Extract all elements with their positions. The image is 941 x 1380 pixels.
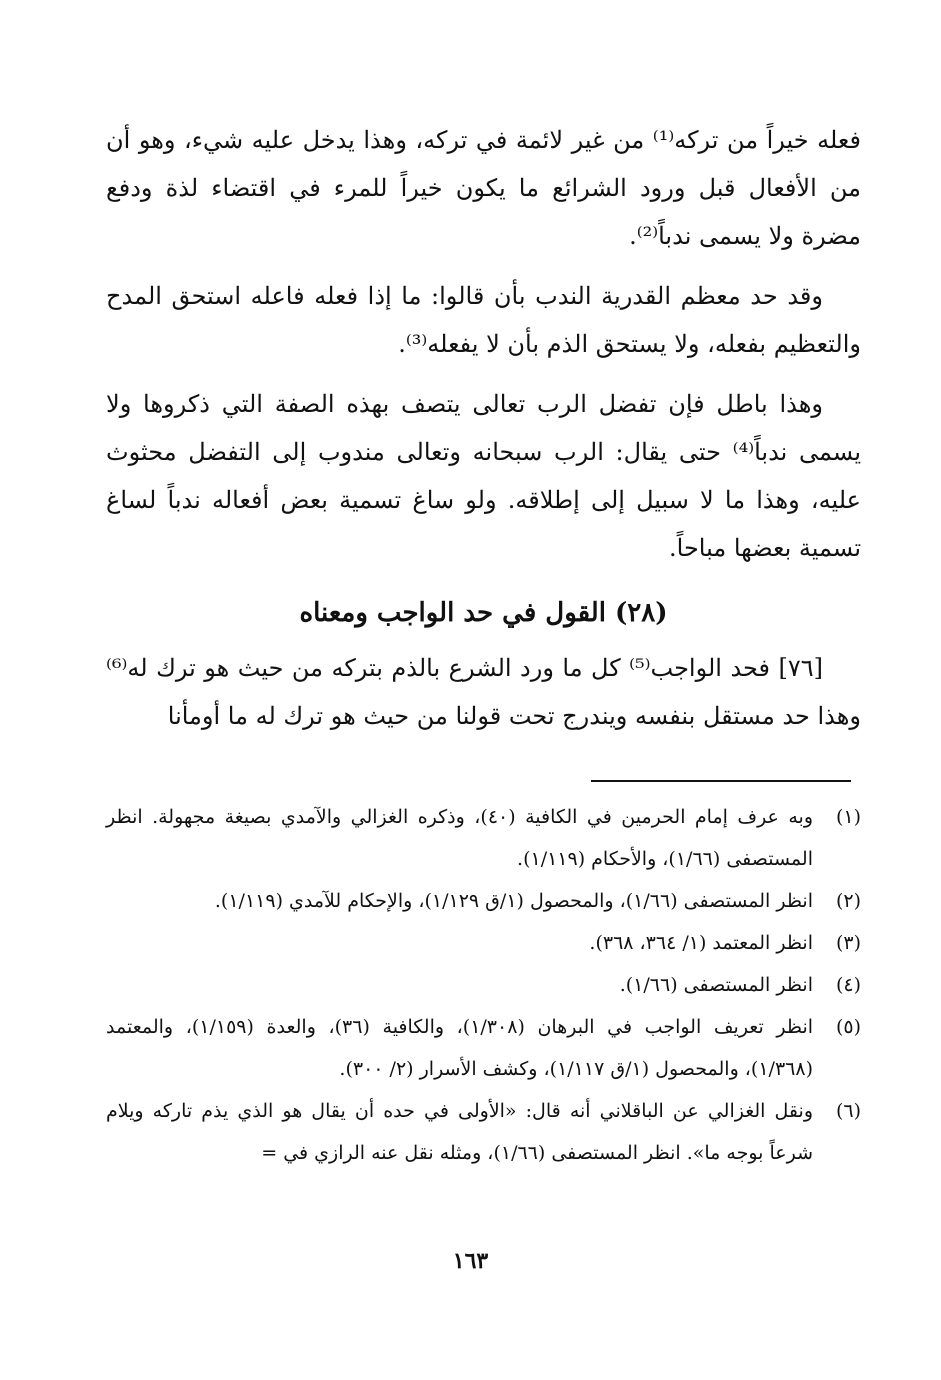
footnotes	[106, 796, 861, 1174]
footnote-text: ونقل الغزالي عن الباقلاني أنه قال: «الأولى في حده أن يقال هو الذي يذم تاركه ويلام شرعاً بوجه ما». انظر المستصفى (١/٦٦)، ومثله نقل عنه الرازي في =	[106, 1100, 813, 1164]
footnote-4	[106, 964, 861, 1006]
footnote-number: (١)	[835, 806, 861, 828]
footnote-number: (٣)	[835, 932, 861, 954]
paragraph-2: وقد حد معظم القدرية الندب بأن قالوا: ما إذا فعله فاعله استحق المدح والتعظيم بفعله، ولا يستحق الذم بأن لا يفعله⁽³⁾.	[106, 282, 861, 358]
footnote-2	[106, 880, 861, 922]
footnote-text: انظر المستصفى (١/٦٦).	[619, 974, 813, 996]
footnote-number: (٢)	[835, 890, 861, 912]
footnote-text: وبه عرف إمام الحرمين في الكافية (٤٠)، وذكره الغزالي والآمدي بصيغة مجهولة. انظر المستصفى (١/٦٦)، والأحكام (١/١١٩).	[106, 806, 813, 870]
footnote-number: (٦)	[835, 1100, 861, 1122]
footnote-3	[106, 922, 861, 964]
footnote-text: انظر تعريف الواجب في البرهان (١/٣٠٨)، والكافية (٣٦)، والعدة (١/١٥٩)، والمعتمد (١/٣٦٨)، والمحصول (١/ق ١/١١٧)، وكشف الأسرار (٢/ ٣٠٠).	[106, 1016, 814, 1080]
footnote-number: (٤)	[835, 974, 861, 996]
paragraph-3: وهذا باطل فإن تفضل الرب تعالى يتصف بهذه الصفة التي ذكروها ولا يسمى ندباً⁽⁴⁾ حتى يقال: الرب سبحانه وتعالى مندوب إلى التفضل محثوث عليه، وهذا ما لا سبيل إلى إطلاقه. ولو ساغ تسمية بعض أفعاله ندباً لساغ تسمية بعضها مباحاً.	[106, 390, 862, 562]
footnote-1	[106, 796, 861, 880]
page-number: ١٦٣	[452, 1248, 489, 1274]
footnote-text: انظر المعتمد (١/ ٣٦٤، ٣٦٨).	[589, 932, 813, 954]
footnote-6	[106, 1090, 861, 1174]
footnote-text: انظر المستصفى (١/٦٦)، والمحصول (١/ق ١/١٢٩)، والإحكام للآمدي (١/١١٩).	[214, 890, 813, 912]
section-paragraph: [٧٦] فحد الواجب⁽⁵⁾ كل ما ورد الشرع بالذم بتركه من حيث هو ترك له⁽⁶⁾ وهذا حد مستقل بنفسه ويندرج تحت قولنا من حيث هو ترك له ما أومأنا	[106, 654, 861, 730]
paragraph-1: فعله خيراً من تركه⁽¹⁾ من غير لائمة في تركه، وهذا يدخل عليه شيء، وهو أن من الأفعال قبل ورود الشرائع ما يكون خيراً للمرء في اقتضاء لذة ودفع مضرة ولا يسمى ندباً⁽²⁾.	[106, 126, 861, 250]
section-heading: (٢٨) القول في حد الواجب ومعناه	[299, 598, 668, 628]
footnote-5	[106, 1006, 861, 1090]
main-text	[106, 116, 861, 752]
footnote-divider	[591, 780, 851, 782]
footnote-number: (٥)	[835, 1016, 861, 1038]
